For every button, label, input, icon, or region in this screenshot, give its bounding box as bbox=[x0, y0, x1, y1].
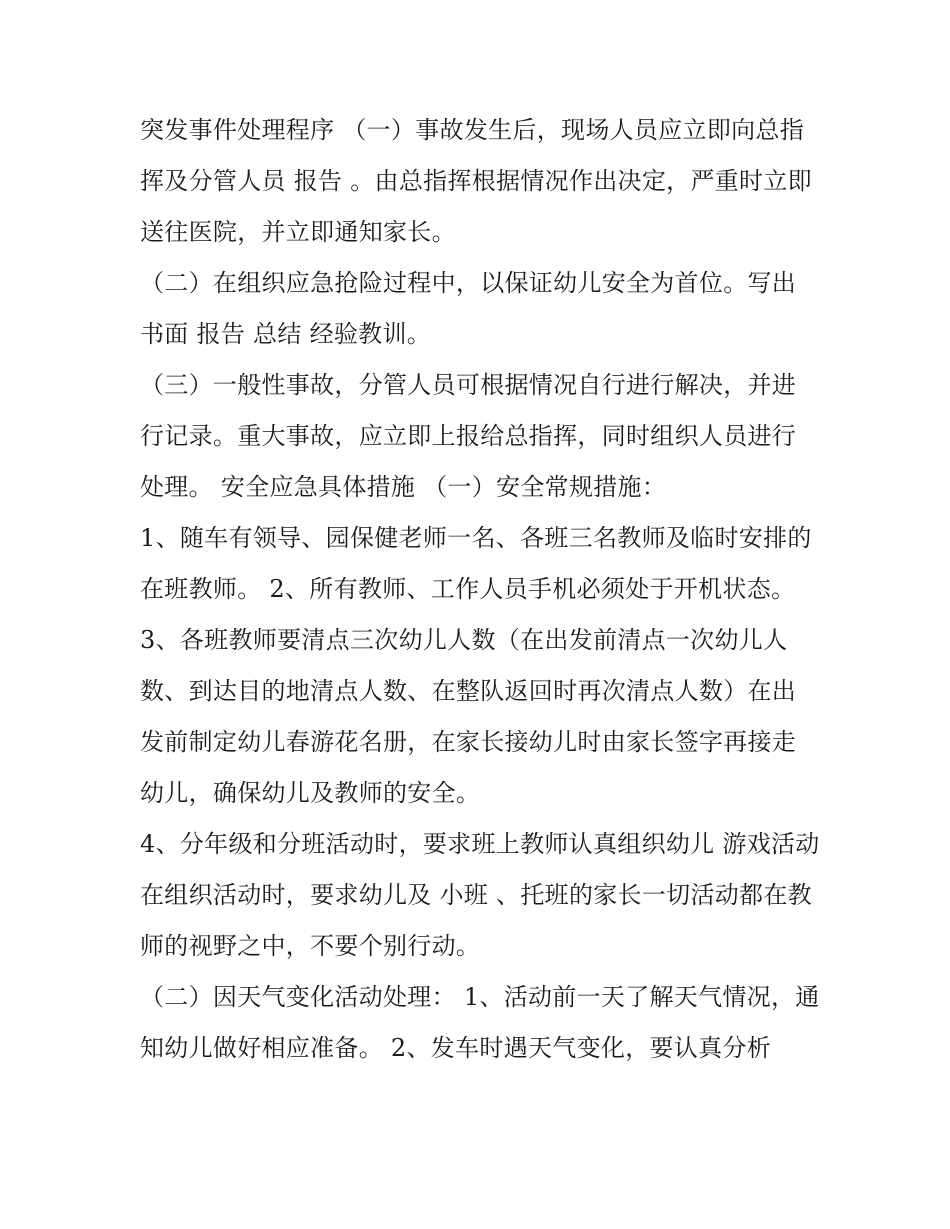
paragraph-emergency-procedure: 突发事件处理程序 （一）事故发生后，现场人员应立即向总指挥及分管人员 报告 。由总指挥根据情况作出决定，严重时立即送往医院，并立即通知家长。 bbox=[140, 116, 812, 246]
document-body bbox=[140, 105, 820, 1074]
paragraph-rescue-priority: （二）在组织应急抢险过程中，以保证幼儿安全为首位。写出书面 报告 总结 经验教训。 bbox=[140, 269, 797, 348]
paragraph-measure-3: 3、各班教师要清点三次幼儿人数（在出发前清点一次幼儿人数、到达目的地清点人数、在整队返回时再次清点人数）在出发前制定幼儿春游花名册，在家长接幼儿时由家长签字再接走幼儿，确保幼儿及教师的安全。 bbox=[140, 626, 797, 807]
paragraph-general-accidents: （三）一般性事故，分管人员可根据情况自行进行解决，并进行记录。重大事故，应立即上报给总指挥，同时组织人员进行处理。 安全应急具体措施 （一）安全常规措施： bbox=[140, 371, 797, 501]
paragraph-measure-4: 4、分年级和分班活动时，要求班上教师认真组织幼儿 游戏活动 在组织活动时，要求幼儿及 小班 、托班的家长一切活动都在教师的视野之中，不要个别行动。 bbox=[140, 830, 820, 960]
paragraph-weather-handling: （二）因天气变化活动处理： 1、活动前一天了解天气情况，通知幼儿做好相应准备。 2、发车时遇天气变化，要认真分析 bbox=[140, 983, 820, 1062]
paragraph-measure-1-2: 1、随车有领导、园保健老师一名、各班三名教师及临时安排的在班教师。 2、所有教师、工作人员手机必须处于开机状态。 bbox=[140, 524, 812, 603]
